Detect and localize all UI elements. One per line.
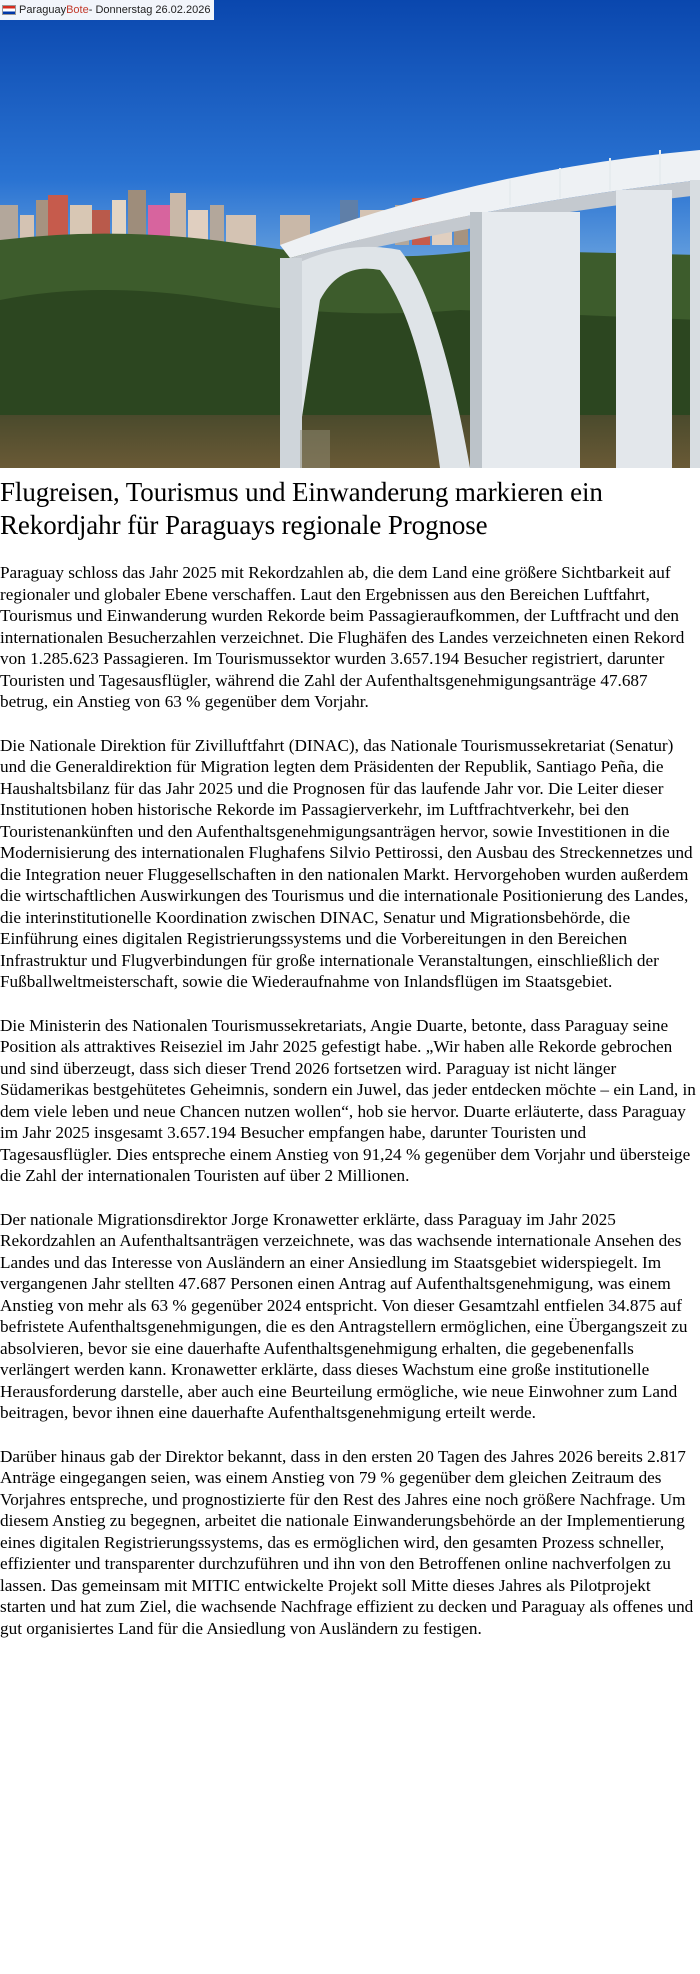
article-body xyxy=(0,542,700,1639)
article xyxy=(0,468,700,1639)
hero-image xyxy=(0,0,700,468)
article-paragraph: Darüber hinaus gab der Direktor bekannt, dass in den ersten 20 Tagen des Jahres 2026 bereits 2.817 Anträge eingegangen seien, was einem Anstieg von 79 % gegenüber dem gleichen Zeitraum des Vorjahres entspreche, und prognostizierte für den Rest des Jahres eine noch größere Nachfrage. Um diesem Anstieg zu begegnen, arbeitet die nationale Einwanderungsbehörde an der Implementierung eines digitalen Registrierungssystems, das es ermöglichen wird, den gesamten Prozess schneller, effizienter und transparenter durchzuführen und ihn von den Betroffenen online nachverfolgen zu lassen. Das gemeinsam mit MITIC entwickelte Projekt soll Mitte dieses Jahres als Pilotprojekt starten und hat zum Ziel, die wachsende Nachfrage effizient zu decken und Paraguay als offenes und gut organisiertes Land für die Ansiedlung von Ausländern zu festigen. xyxy=(0,1446,694,1638)
site-brand-bar[interactable] xyxy=(0,0,214,20)
article-paragraph: Der nationale Migrationsdirektor Jorge Kronawetter erklärte, dass Paraguay im Jahr 2025 Rekordzahlen an Aufenthaltsanträgen verzeichnete, was das wachsende internationale Ansehen des Landes und das Interesse von Ausländern an einer Ansiedlung im Staatsgebiet widerspiegelt. Im vergangenen Jahr stellten 47.687 Personen einen Antrag auf Aufenthaltsgenehmigung, was einem Anstieg von mehr als 63 % gegenüber 2024 entspricht. Von dieser Gesamtzahl entfielen 34.875 auf befristete Aufenthaltsgenehmigungen, die es den Antragstellern ermöglichen, eine Übergangszeit zu absolvieren, bevor sie eine dauerhafte Aufenthaltsgenehmigung erhalten, die gegebenenfalls verlängert werden kann. Kronawetter erklärte, dass dieses Wachstum eine große institutionelle Herausforderung darstelle, aber auch eine Beurteilung ermögliche, wie neue Einwohner zum Land beitragen, bevor ihnen eine dauerhafte Aufenthaltsgenehmigung erteilt werde. xyxy=(0,1209,688,1422)
paraguay-flag-icon xyxy=(2,5,16,15)
header-date: - Donnerstag 26.02.2026 xyxy=(88,4,211,16)
article-paragraph: Die Nationale Direktion für Zivilluftfahrt (DINAC), das Nationale Tourismussekretariat (Senatur) und die Generaldirektion für Migration legten dem Präsidenten der Republik, Santiago Peña, die Haushaltsbilanz für das Jahr 2025 und die Prognosen für das laufende Jahr vor. Die Leiter dieser Institutionen hoben historische Rekorde im Passagierverkehr, im Luftfrachtverkehr, bei den Touristenankünften und den Aufenthaltsgenehmigungsanträgen hervor, sowie Investitionen in die Modernisierung des internationalen Flughafens Silvio Pettirossi, den Ausbau des Streckennetzes und die Integration neuer Fluggesellschaften in den nationalen Markt. Hervorgehoben wurden außerdem die wirtschaftlichen Auswirkungen des Tourismus und die internationale Positionierung des Landes, die interinstitutionelle Koordination zwischen DINAC, Senatur und Migrationsbehörde, die Einführung eines digitalen Registrierungssystems und die Vorbereitungen in den Bereichen Infrastruktur und Flugverbindungen für große internationale Veranstaltungen, einschließlich der Fußballweltmeisterschaft, sowie die Wiederaufnahme von Inlandsflügen im Staatsgebiet. xyxy=(0,735,693,991)
article-title: Flugreisen, Tourismus und Einwanderung markieren ein Rekordjahr für Paraguays regionale Prognose xyxy=(0,477,603,540)
site-name-part2: Bote xyxy=(66,4,89,16)
site-name-part1: Paraguay xyxy=(19,4,67,16)
article-paragraph: Die Ministerin des Nationalen Tourismussekretariats, Angie Duarte, betonte, dass Paraguay seine Position als attraktives Reiseziel im Jahr 2025 gefestigt habe. „Wir haben alle Rekorde gebrochen und sind überzeugt, dass sich dieser Trend 2026 fortsetzen wird. Paraguay ist nicht länger Südamerikas bestgehütetes Geheimnis, sondern ein Juwel, das jeder entdecken möchte – ein Land, in dem viele leben und neue Chancen nutzen wollen“, hob sie hervor. Duarte erläuterte, dass Paraguay im Jahr 2025 insgesamt 3.657.194 Besucher empfangen habe, darunter Touristen und Tagesausflügler. Dies entspreche einem Anstieg von 91,24 % gegenüber dem Vorjahr und übersteige die Zahl der internationalen Touristen auf über 2 Millionen. xyxy=(0,1015,696,1185)
article-paragraph: Paraguay schloss das Jahr 2025 mit Rekordzahlen ab, die dem Land eine größere Sichtbarkeit auf regionaler und globaler Ebene verschaffen. Laut den Ergebnissen aus den Bereichen Luftfahrt, Tourismus und Einwanderung wurden Rekorde beim Passagieraufkommen, der Luftfracht und den internationalen Besucherzahlen verzeichnet. Die Flughäfen des Landes verzeichneten einen Rekord von 1.285.623 Passagieren. Im Tourismussektor wurden 3.657.194 Besucher registriert, darunter Touristen und Tagesausflügler, während die Zahl der Aufenthaltsgenehmigungsanträge 47.687 betrug, ein Anstieg von 63 % gegenüber dem Vorjahr. xyxy=(0,563,685,711)
bridge-illustration xyxy=(0,0,700,468)
